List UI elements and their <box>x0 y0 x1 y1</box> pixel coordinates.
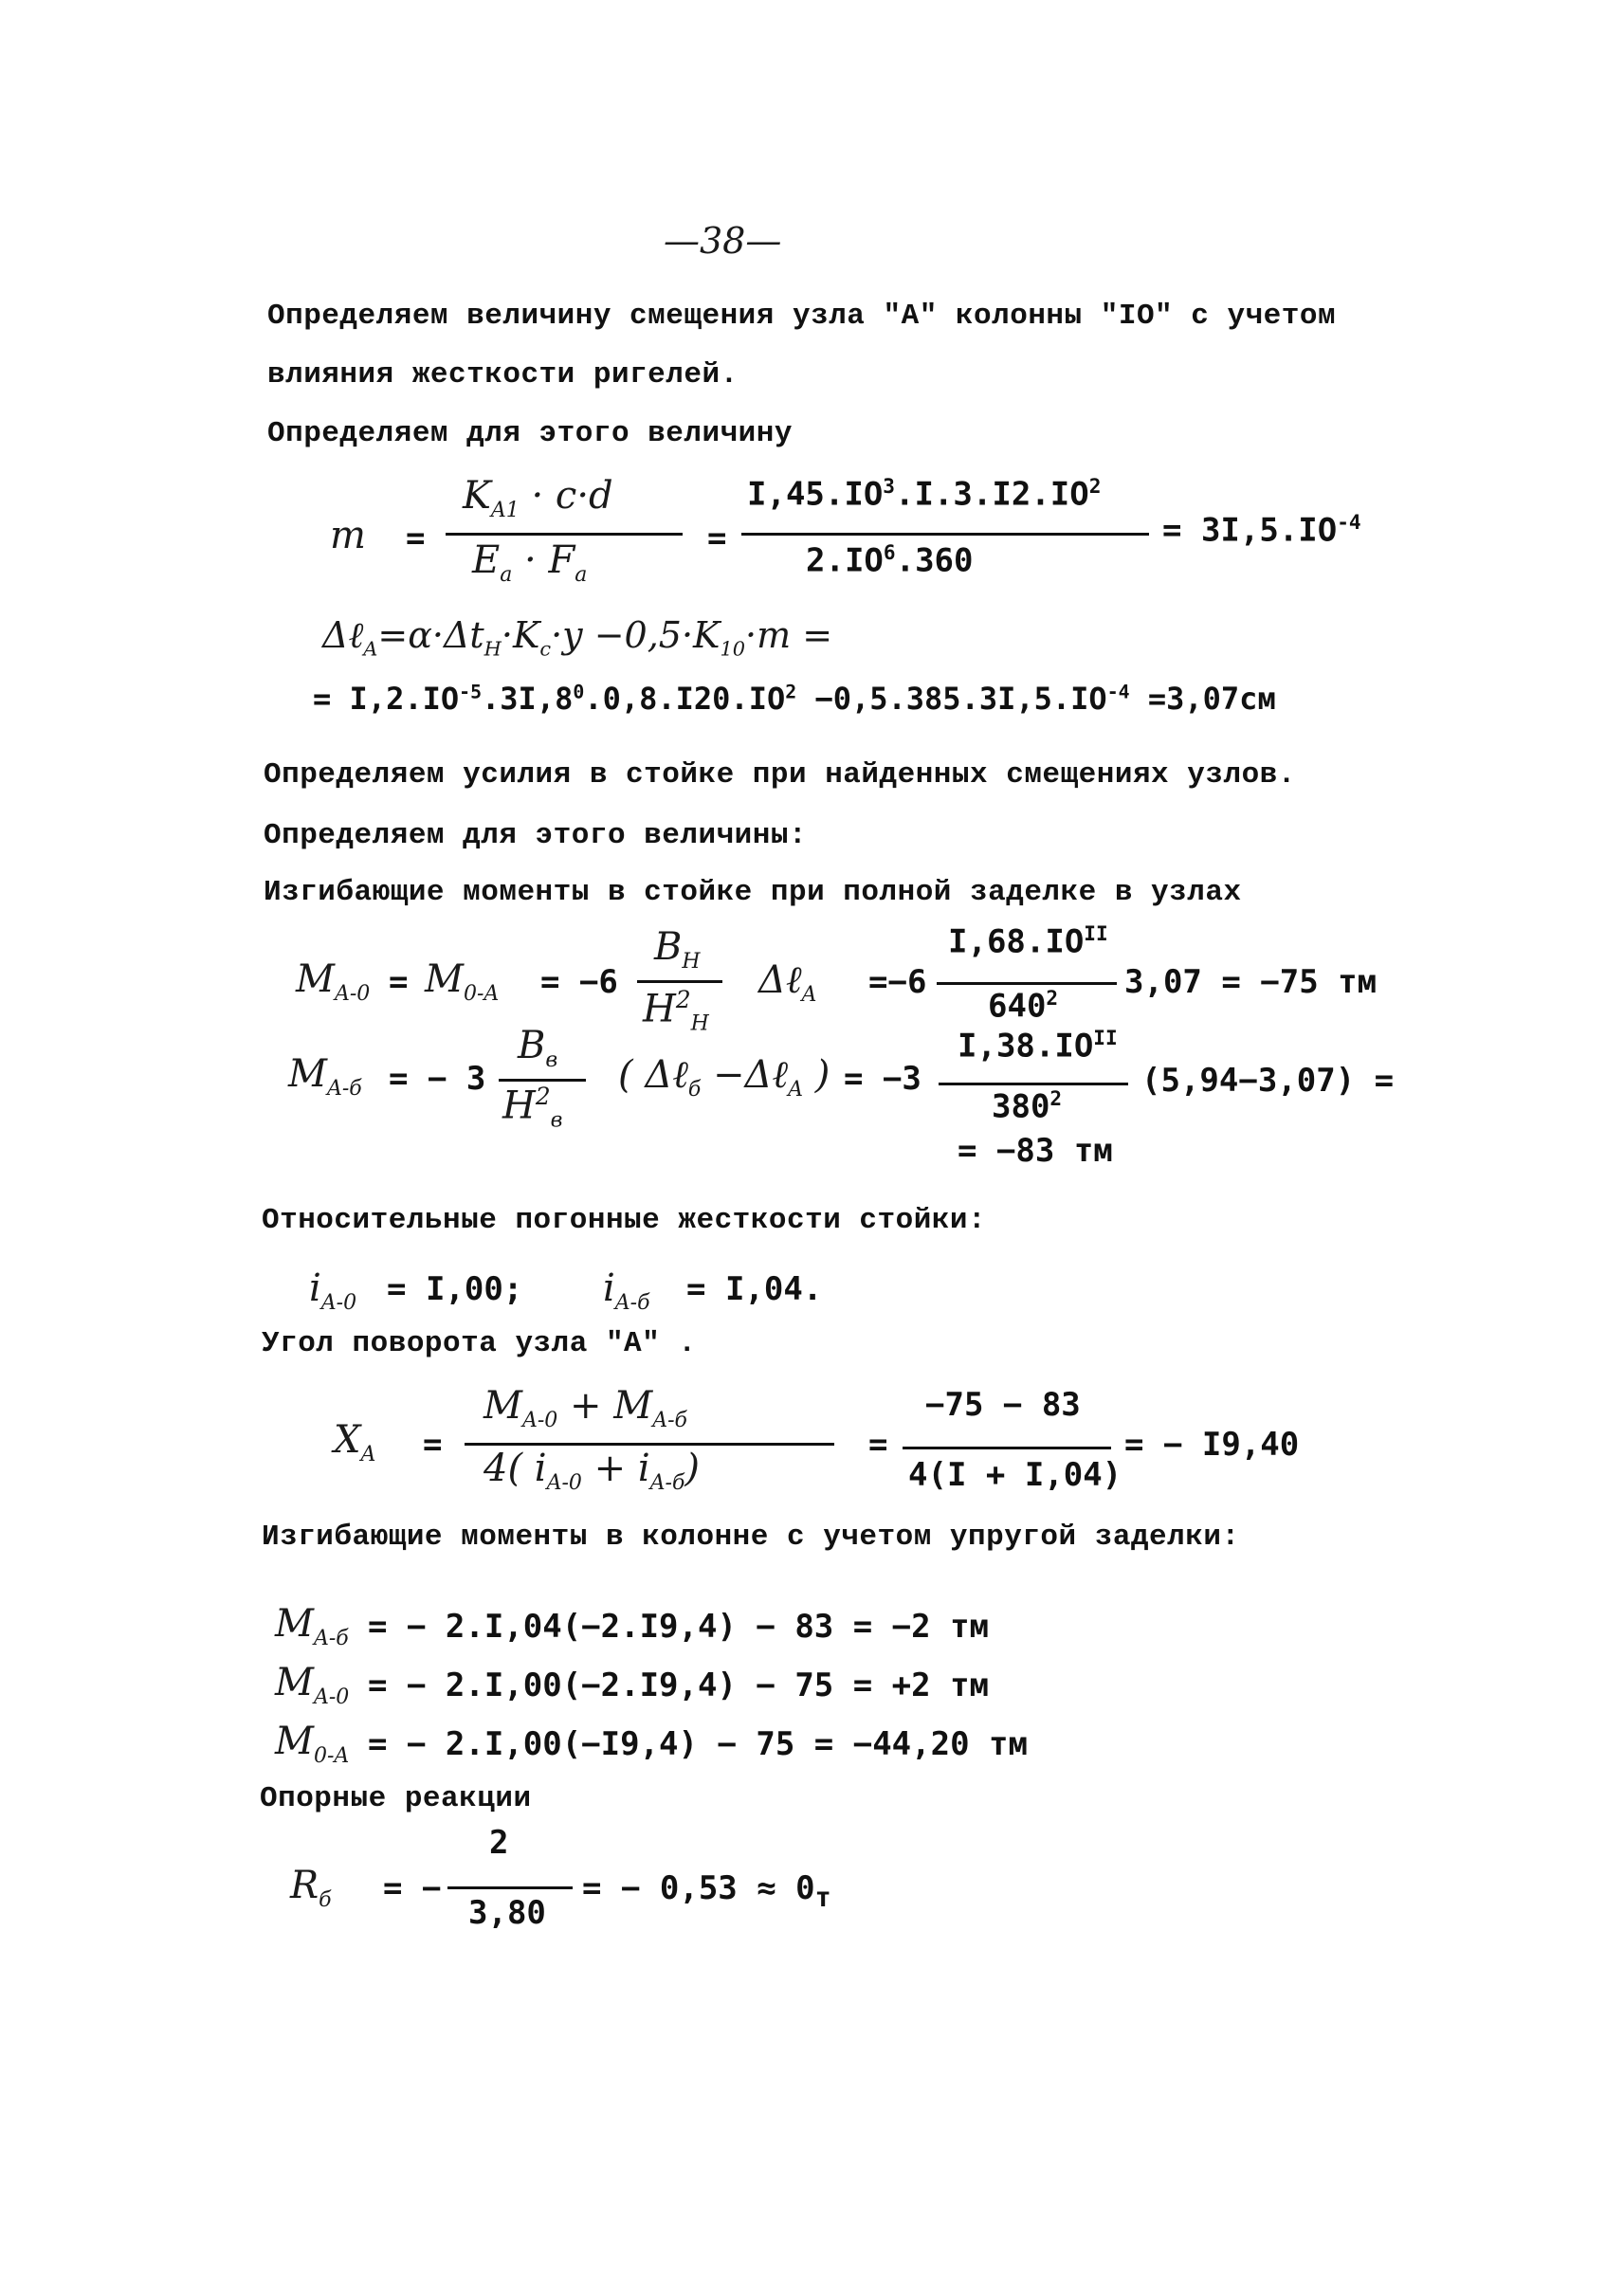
mab-formula-fraction-bar-1 <box>499 1079 586 1082</box>
r-formula-fraction-bar <box>447 1886 573 1889</box>
ma0-formula-num-numeric: $I,68.IO^{II}$ <box>948 921 1108 961</box>
mab-formula-eq: = − 3 <box>389 1060 486 1098</box>
x-formula-fraction-bar-1 <box>465 1443 834 1446</box>
mab-formula-fraction-bar-2 <box>939 1083 1128 1085</box>
r-formula-eq: = − <box>383 1869 442 1907</box>
ma0-formula-eq3: =−6 <box>868 963 927 1001</box>
reactions-text: Опорные реакции <box>260 1782 532 1815</box>
mab-formula-result: = −83 тм <box>958 1132 1113 1170</box>
ma0-formula-frac-den: $H^2_H$ <box>643 986 709 1036</box>
mab-formula-tail: (5,94−3,07) = <box>1141 1062 1395 1100</box>
forces-text: Определяем усилия в стойке при найденных смещениях узлов. <box>264 758 1296 792</box>
stiffness-i1-value: = I,00; <box>387 1270 523 1308</box>
m-formula-fraction-bar-1 <box>446 533 683 536</box>
mab-formula-frac-den: $H^2_в$ <box>502 1083 563 1133</box>
mab-formula-eq2: = −3 <box>844 1060 921 1098</box>
r-formula-num: 2 <box>489 1824 509 1862</box>
x-formula-den-symbolic: 4( $i_{A-0} + i_{A-б}$) <box>484 1447 700 1495</box>
r-formula-den: 3,80 <box>468 1894 546 1932</box>
elastic-moment-symbol: $M_{A-б}$ <box>275 1602 349 1650</box>
m-formula-den-symbolic: $E_a \cdot F_a$ <box>472 538 588 587</box>
for-this-value-text: Определяем для этого величину <box>267 417 793 450</box>
ma0-formula-den-numeric: $640^2$ <box>988 986 1059 1026</box>
stiffness-i2: $i_{A-б}$ <box>603 1266 650 1315</box>
r-formula-result: = − $0,53 \approx 0_т$ <box>582 1869 831 1913</box>
ma0-formula-eq: = <box>389 963 409 1001</box>
stiffness-text: Относительные погонные жесткости стойки: <box>262 1204 987 1237</box>
ma0-formula-lhs: $M_{A-0}$ <box>296 957 371 1006</box>
for-these-values-text: Определяем для этого величины: <box>264 819 808 852</box>
elastic-moment-expression: = − 2.I,00(−I9,4) − 75 = −44,20 тм <box>368 1725 1028 1763</box>
rotation-text: Угол поворота узла "А" . <box>262 1327 697 1360</box>
x-formula-num-symbolic: $M_{A-0} + M_{A-б}$ <box>484 1384 687 1432</box>
intro-text-line1: Определяем величину смещения узла "А" колонны "IO" с учетом <box>267 300 1337 333</box>
m-formula-num-symbolic: $K_{A1} \cdot c\cdot d$ <box>463 474 613 522</box>
ma0-formula-frac-num: $B_H$ <box>654 925 701 974</box>
x-formula-eq2: = <box>868 1426 888 1464</box>
mab-formula-den-numeric: $380^2$ <box>992 1086 1063 1126</box>
ma0-formula-result: 3,07 = −75 тм <box>1124 963 1378 1001</box>
moments-elastic-text: Изгибающие моменты в колонне с учетом упругой заделки: <box>262 1521 1240 1554</box>
x-formula-result: = − I9,40 <box>1124 1426 1300 1464</box>
x-formula-den-numeric: 4(I + I,04) <box>908 1456 1122 1494</box>
ma0-formula-mid: $M_{0-A}$ <box>425 957 500 1006</box>
moments-fixed-text: Изгибающие моменты в стойке при полной заделке в узлах <box>264 876 1242 909</box>
stiffness-i1: $i_{A-0}$ <box>309 1266 357 1315</box>
delta-formula-symbolic: $\Delta\ell_A=\alpha\cdot\Delta t_H\cdot K_c\cdot y -0,5\cdot K_{10}\cdot m$ = <box>322 614 833 661</box>
mab-formula-paren: ( Δℓ$_б$ −Δℓ$_A$ ) <box>618 1053 830 1102</box>
elastic-moment-expression: = − 2.I,00(−2.I9,4) − 75 = +2 тм <box>368 1667 990 1704</box>
x-formula-num-numeric: −75 − 83 <box>925 1386 1081 1424</box>
x-formula-eq: = <box>423 1426 443 1464</box>
m-formula-num-numeric: $I,45.IO^3.I.3.I2.IO^2$ <box>747 474 1102 514</box>
mab-formula-frac-num: $B_в$ <box>518 1024 558 1072</box>
intro-text-line2: влияния жесткости ригелей. <box>267 358 739 392</box>
m-formula-eq2: = <box>707 519 727 557</box>
mab-formula-num-numeric: $I,38.IO^{II}$ <box>958 1026 1118 1066</box>
elastic-moment-expression: = − 2.I,04(−2.I9,4) − 83 = −2 тм <box>368 1608 990 1646</box>
m-formula-lhs: m <box>330 514 366 557</box>
delta-formula-numeric: = $I,2.IO^{-5}.3I,8^0.0,8.I20.IO^2 -0,5.385.3I,5.IO^{-4} =3,07см$ <box>313 681 1276 717</box>
r-formula-lhs: $R_б$ <box>290 1864 332 1912</box>
ma0-formula-fraction-bar-1 <box>637 980 722 983</box>
elastic-moment-symbol: $M_{A-0}$ <box>275 1661 350 1709</box>
ma0-formula-fraction-bar-2 <box>937 982 1117 985</box>
mab-formula-lhs: $M_{A-б}$ <box>288 1052 362 1101</box>
ma0-formula-eq2: = −6 <box>540 963 618 1001</box>
m-formula-fraction-bar-2 <box>741 533 1149 536</box>
m-formula-den-numeric: $2.IO^6.360$ <box>806 540 974 580</box>
x-formula-fraction-bar-2 <box>903 1447 1111 1449</box>
m-formula-eq: = <box>406 519 426 557</box>
stiffness-i2-value: = I,04. <box>686 1270 823 1308</box>
page-number: —38— <box>664 220 782 262</box>
m-formula-result: = $3I,5.IO^{-4}$ <box>1162 510 1361 550</box>
ma0-formula-delta: Δℓ$_A$ <box>758 958 817 1007</box>
x-formula-lhs: $X_A$ <box>334 1418 376 1466</box>
elastic-moment-symbol: $M_{0-A}$ <box>275 1720 350 1768</box>
